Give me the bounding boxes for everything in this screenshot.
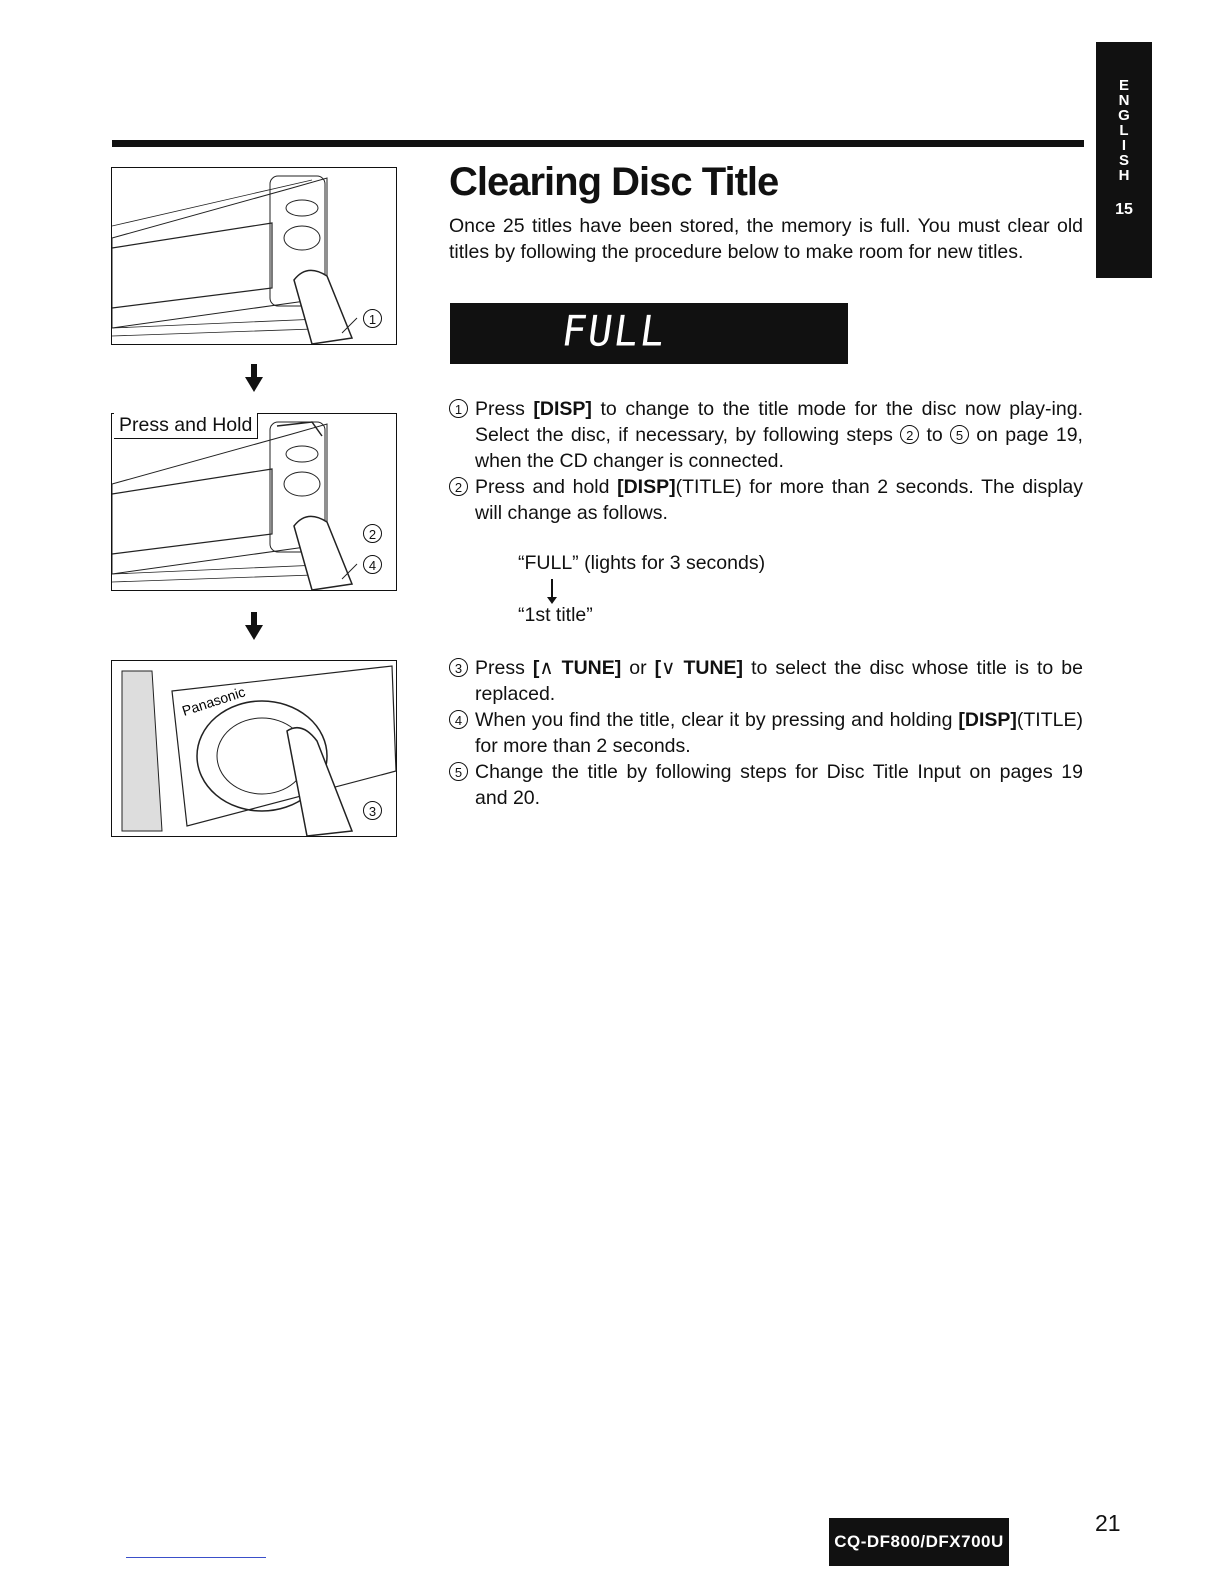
car-stereo-illustration bbox=[112, 414, 396, 590]
down-chevron-icon: ∨ bbox=[661, 657, 676, 679]
step-number: 4 bbox=[449, 710, 468, 729]
disp-button-ref: [DISP] bbox=[617, 476, 676, 498]
tab-letter: G bbox=[1118, 107, 1130, 124]
figure-press-hold bbox=[111, 413, 397, 591]
footer-divider bbox=[126, 1557, 266, 1558]
step-2: 2 Press and hold [DISP](TITLE) for more than 2 seconds. The display will change as follows. bbox=[449, 474, 1083, 526]
lcd-display bbox=[450, 303, 848, 364]
up-chevron-icon: ∧ bbox=[539, 657, 554, 679]
flow-arrow-icon bbox=[551, 579, 553, 599]
intro-paragraph: Once 25 titles have been stored, the memory is full. You must clear old titles by following the procedure below to make room for new titles. bbox=[449, 215, 1083, 263]
step-3: 3 Press [∧ TUNE] or [∨ TUNE] to select the disc whose title is to be replaced. bbox=[449, 655, 1083, 707]
tune-up-button-ref: TUNE] bbox=[553, 657, 622, 679]
step-5: 5 Change the title by following steps for Disc Title Input on pages 19 and 20. bbox=[449, 759, 1083, 811]
lcd-text: FULL bbox=[558, 307, 670, 357]
figure-step-number: 4 bbox=[363, 555, 382, 576]
language-letters bbox=[1096, 42, 1152, 183]
tune-down-button-ref: TUNE] bbox=[675, 657, 744, 679]
step-number: 3 bbox=[449, 658, 468, 677]
flow-full: “FULL” (lights for 3 seconds) bbox=[518, 552, 766, 574]
step-number: 2 bbox=[449, 477, 468, 496]
tab-letter: H bbox=[1118, 167, 1130, 184]
model-number-badge: CQ-DF800/DFX700U bbox=[829, 1518, 1009, 1566]
step-number: 1 bbox=[449, 399, 468, 418]
section-number: 15 bbox=[1115, 201, 1133, 218]
language-tab bbox=[1096, 42, 1152, 278]
brand-logo-text: Panasonic bbox=[179, 683, 248, 719]
tab-letter: N bbox=[1118, 92, 1130, 109]
figure-step-number: 1 bbox=[363, 309, 382, 330]
tab-letter: E bbox=[1118, 77, 1129, 94]
step-number: 5 bbox=[449, 762, 468, 781]
figure-tune-buttons bbox=[111, 660, 397, 837]
car-stereo-illustration bbox=[112, 661, 396, 836]
down-arrow-icon bbox=[245, 364, 263, 392]
page-title: Clearing Disc Title bbox=[449, 160, 779, 204]
figure-press-disp bbox=[111, 167, 397, 345]
tab-letter: S bbox=[1118, 152, 1129, 169]
disp-button-ref: [DISP] bbox=[958, 709, 1017, 731]
step-1: 1 Press [DISP] to change to the title mode for the disc now play-ing. Select the disc, if necessary, by following steps 2 to 5 on page 19, when the CD changer is connected. bbox=[449, 396, 1083, 474]
press-and-hold-label: Press and Hold bbox=[114, 413, 258, 439]
disp-button-ref: [DISP] bbox=[533, 398, 592, 420]
car-stereo-illustration bbox=[112, 168, 396, 344]
flow-first-title: “1st title” bbox=[518, 604, 593, 626]
figure-step-number: 3 bbox=[363, 801, 382, 822]
tab-letter: L bbox=[1119, 122, 1129, 139]
down-arrow-icon bbox=[245, 612, 263, 640]
page-number: 21 bbox=[1095, 1510, 1121, 1536]
tab-letter: I bbox=[1121, 137, 1127, 154]
header-rule bbox=[112, 140, 1084, 147]
step-4: 4 When you find the title, clear it by pressing and holding [DISP](TITLE) for more than 2 seconds. bbox=[449, 707, 1083, 759]
figure-step-number: 2 bbox=[363, 524, 382, 545]
